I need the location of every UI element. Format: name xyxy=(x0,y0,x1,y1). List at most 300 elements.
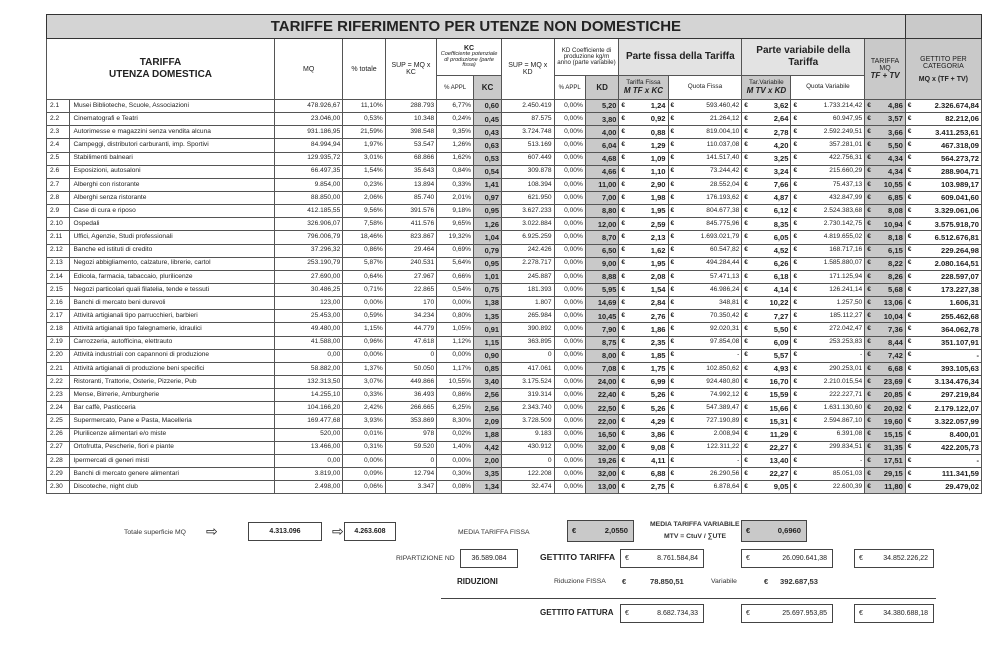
euro-sign: € xyxy=(865,467,876,480)
euro-sign: € xyxy=(865,100,876,113)
row-code: 2.17 xyxy=(47,310,70,323)
row-mq: 13.466,00 xyxy=(275,441,343,454)
row-quota-fissa: 2.008,94 xyxy=(679,428,742,441)
euro-sign: € xyxy=(619,362,630,375)
row-description: Negozi particolari quali filatelia, tende e tessuti xyxy=(70,283,275,296)
media-var-label: MEDIA TARIFFA VARIABILE xyxy=(650,521,740,528)
row-pct-appl: 19,32% xyxy=(437,231,474,244)
row-gettito-categoria: 228.597,07 xyxy=(916,270,981,283)
row-pct-appl: 0,00% xyxy=(437,454,474,467)
kc-subtitle: Coefficiente potenziale di produzione (parte fissa) xyxy=(440,51,498,69)
row-kc: 0,95 xyxy=(474,257,502,270)
row-quota-variabile: 432.847,99 xyxy=(802,191,865,204)
table-row xyxy=(47,454,982,467)
row-mq: 88.850,00 xyxy=(275,191,343,204)
row-tariffa-mq: 20,85 xyxy=(876,389,905,402)
sup-kc-header: SUP = MQ x KC xyxy=(385,39,436,100)
riduzione-variabile-euro: € xyxy=(764,577,769,586)
row-quota-fissa: 176.193,62 xyxy=(679,191,742,204)
arrow-icon: ⇨ xyxy=(332,523,344,539)
row-pct-appl-kd: 0,00% xyxy=(554,336,585,349)
row-tariffa-variabile: 7,66 xyxy=(753,178,791,191)
tariffa-label: TARIFFA xyxy=(139,56,182,68)
euro-sign: € xyxy=(668,323,679,336)
row-mq: 23.046,00 xyxy=(275,113,343,126)
row-quota-fissa: 845.775,96 xyxy=(679,218,742,231)
row-quota-variabile: 2.594.867,10 xyxy=(802,415,865,428)
euro-sign: € xyxy=(746,555,750,562)
row-tariffa-mq: 10,04 xyxy=(876,310,905,323)
row-kd: 14,69 xyxy=(585,297,619,310)
gettito-totale-box xyxy=(854,549,934,568)
euro-sign: € xyxy=(865,270,876,283)
row-quota-fissa: 21.264,12 xyxy=(679,113,742,126)
row-pct-totale: 1,37% xyxy=(343,362,385,375)
row-quota-variabile: 85.051,03 xyxy=(802,467,865,480)
kc-col-header: KC xyxy=(474,76,502,100)
row-tariffa-variabile: 6,12 xyxy=(753,205,791,218)
row-pct-appl: 1,40% xyxy=(437,441,474,454)
row-description: Ipermercati di generi misti xyxy=(70,454,275,467)
row-tariffa-fissa: 2,84 xyxy=(630,297,668,310)
arrow-icon: ⇨ xyxy=(206,523,218,539)
row-pct-totale: 0,06% xyxy=(343,481,385,494)
row-kd: 11,00 xyxy=(585,178,619,191)
euro-sign: € xyxy=(742,349,753,362)
table-row xyxy=(47,415,982,428)
row-pct-appl: 0,33% xyxy=(437,178,474,191)
table-row xyxy=(47,349,982,362)
euro-sign: € xyxy=(742,375,753,388)
tariff-rows xyxy=(47,100,982,494)
totale-sup-box: 4.263.608 xyxy=(344,522,396,541)
table-row xyxy=(47,139,982,152)
row-tariffa-mq: 19,60 xyxy=(876,415,905,428)
row-kd: 8,75 xyxy=(585,336,619,349)
row-description: Campeggi, distributori carburanti, imp. Sportivi xyxy=(70,139,275,152)
row-code: 2.5 xyxy=(47,152,70,165)
row-pct-appl-kd: 0,00% xyxy=(554,415,585,428)
row-quota-variabile: 299.834,51 xyxy=(802,441,865,454)
euro-sign: € xyxy=(742,389,753,402)
euro-sign: € xyxy=(742,283,753,296)
euro-sign: € xyxy=(668,165,679,178)
row-pct-appl: 2,01% xyxy=(437,191,474,204)
mtf-label: M TF x KC xyxy=(623,85,663,95)
row-pct-totale: 0,31% xyxy=(343,441,385,454)
row-tariffa-fissa: 1,24 xyxy=(630,100,668,113)
ripartizione-label: RIPARTIZIONE ND xyxy=(396,555,455,562)
tar-variabile-label: Tar.Variabile xyxy=(749,79,784,87)
euro-sign: € xyxy=(742,415,753,428)
row-pct-totale: 1,97% xyxy=(343,139,385,152)
euro-sign: € xyxy=(905,218,916,231)
row-tariffa-fissa: 1,09 xyxy=(630,152,668,165)
euro-sign: € xyxy=(865,165,876,178)
row-quota-fissa: 102.850,62 xyxy=(679,362,742,375)
row-pct-totale: 2,06% xyxy=(343,191,385,204)
gettito-totale-value: 34.852.226,22 xyxy=(883,555,928,562)
euro-sign: € xyxy=(905,441,916,454)
row-pct-appl-kd: 0,00% xyxy=(554,297,585,310)
euro-sign: € xyxy=(668,270,679,283)
row-gettito-categoria: 3.411.253,61 xyxy=(916,126,981,139)
row-tariffa-fissa: 5,26 xyxy=(630,402,668,415)
row-sup-kc: 823.867 xyxy=(385,231,436,244)
row-quota-fissa: 348,81 xyxy=(679,297,742,310)
row-kd: 6,50 xyxy=(585,244,619,257)
row-code: 2.11 xyxy=(47,231,70,244)
fattura-variabile-box xyxy=(741,604,833,623)
row-gettito-categoria: 1.606,31 xyxy=(916,297,981,310)
euro-sign: € xyxy=(668,336,679,349)
euro-sign: € xyxy=(905,349,916,362)
row-description: Ospedali xyxy=(70,218,275,231)
euro-sign: € xyxy=(668,231,679,244)
tariffa-fissa-label: Tariffa Fissa xyxy=(626,79,661,87)
fattura-variabile-value: 25.697.953,85 xyxy=(782,610,827,617)
euro-sign: € xyxy=(865,375,876,388)
euro-sign: € xyxy=(791,467,802,480)
row-sup-kc: 22.865 xyxy=(385,283,436,296)
row-pct-appl-kd: 0,00% xyxy=(554,428,585,441)
euro-sign: € xyxy=(668,402,679,415)
euro-sign: € xyxy=(619,428,630,441)
euro-sign: € xyxy=(865,113,876,126)
row-pct-appl: 9,18% xyxy=(437,205,474,218)
row-sup-kd: 242.426 xyxy=(501,244,554,257)
row-kd: 9,00 xyxy=(585,257,619,270)
row-pct-totale: 9,56% xyxy=(343,205,385,218)
row-kd: 7,00 xyxy=(585,191,619,204)
row-mq: 931.186,95 xyxy=(275,126,343,139)
row-quota-variabile: 2.210.015,54 xyxy=(802,375,865,388)
row-quota-fissa: 57.471,13 xyxy=(679,270,742,283)
euro-sign: € xyxy=(865,218,876,231)
euro-sign: € xyxy=(905,113,916,126)
row-sup-kd: 1.807 xyxy=(501,297,554,310)
row-code: 2.9 xyxy=(47,205,70,218)
table-row xyxy=(47,362,982,375)
row-kd: 7,90 xyxy=(585,323,619,336)
row-sup-kc: 44.779 xyxy=(385,323,436,336)
row-pct-appl: 0,00% xyxy=(437,297,474,310)
mq-header: MQ xyxy=(275,39,343,100)
row-pct-appl-kd: 0,00% xyxy=(554,178,585,191)
row-sup-kd: 430.912 xyxy=(501,441,554,454)
row-kc: 0,45 xyxy=(474,113,502,126)
euro-sign: € xyxy=(619,336,630,349)
euro-sign: € xyxy=(905,231,916,244)
row-sup-kd: 390.892 xyxy=(501,323,554,336)
row-quota-fissa: 1.693.021,79 xyxy=(679,231,742,244)
euro-sign: € xyxy=(619,126,630,139)
euro-sign: € xyxy=(791,152,802,165)
euro-sign: € xyxy=(905,126,916,139)
row-pct-appl-kd: 0,00% xyxy=(554,100,585,113)
euro-sign: € xyxy=(865,139,876,152)
euro-sign: € xyxy=(791,270,802,283)
kd-col-header: KD xyxy=(585,76,619,100)
row-pct-appl-kd: 0,00% xyxy=(554,402,585,415)
row-pct-appl: 6,25% xyxy=(437,402,474,415)
row-gettito-categoria: 297.219,84 xyxy=(916,389,981,402)
row-sup-kd: 265.984 xyxy=(501,310,554,323)
row-pct-totale: 0,59% xyxy=(343,310,385,323)
row-sup-kd: 607.449 xyxy=(501,152,554,165)
row-pct-totale: 0,33% xyxy=(343,389,385,402)
row-description: Case di cura e riposo xyxy=(70,205,275,218)
euro-sign: € xyxy=(905,152,916,165)
row-gettito-categoria: 173.227,38 xyxy=(916,283,981,296)
row-tariffa-fissa: 1,98 xyxy=(630,191,668,204)
row-pct-appl-kd: 0,00% xyxy=(554,270,585,283)
row-kc: 1,01 xyxy=(474,270,502,283)
fattura-fissa-box xyxy=(620,604,704,623)
row-quota-fissa: 97.854,08 xyxy=(679,336,742,349)
euro-sign: € xyxy=(619,270,630,283)
row-tariffa-fissa: 1,95 xyxy=(630,205,668,218)
ripartizione-box: 36.589.084 xyxy=(460,549,518,568)
row-quota-fissa: 924.480,80 xyxy=(679,375,742,388)
row-code: 2.16 xyxy=(47,297,70,310)
row-quota-variabile: 422.756,31 xyxy=(802,152,865,165)
row-pct-appl-kd: 0,00% xyxy=(554,454,585,467)
euro-sign: € xyxy=(791,336,802,349)
tar-variabile-header xyxy=(742,76,791,100)
row-tariffa-fissa: 2,76 xyxy=(630,310,668,323)
row-sup-kc: 240.531 xyxy=(385,257,436,270)
euro-sign: € xyxy=(668,113,679,126)
row-pct-totale: 3,01% xyxy=(343,152,385,165)
row-tariffa-mq: 8,18 xyxy=(876,231,905,244)
row-sup-kc: 59.520 xyxy=(385,441,436,454)
row-code: 2.15 xyxy=(47,283,70,296)
row-sup-kd: 122.208 xyxy=(501,467,554,480)
row-description: Banchi di mercato genere alimentari xyxy=(70,467,275,480)
row-description: Stabilimenti balneari xyxy=(70,152,275,165)
euro-sign: € xyxy=(791,323,802,336)
row-pct-appl-kd: 0,00% xyxy=(554,218,585,231)
row-pct-appl: 6,77% xyxy=(437,100,474,113)
row-description: Bar caffè, Pasticceria xyxy=(70,402,275,415)
row-gettito-categoria: 2.179.122,07 xyxy=(916,402,981,415)
row-kc: 0,79 xyxy=(474,244,502,257)
gettito-fissa-box xyxy=(620,549,704,568)
row-code: 2.2 xyxy=(47,113,70,126)
euro-sign: € xyxy=(742,336,753,349)
row-tariffa-fissa: 1,85 xyxy=(630,349,668,362)
row-tariffa-variabile: 6,26 xyxy=(753,257,791,270)
row-description: Esposizioni, autosaloni xyxy=(70,165,275,178)
tariff-table xyxy=(46,14,982,494)
row-quota-variabile: 185.112,27 xyxy=(802,310,865,323)
row-tariffa-mq: 5,68 xyxy=(876,283,905,296)
row-kd: 8,70 xyxy=(585,231,619,244)
euro-sign: € xyxy=(619,205,630,218)
row-quota-variabile: 1.631.130,60 xyxy=(802,402,865,415)
row-tariffa-mq: 3,57 xyxy=(876,113,905,126)
row-sup-kd: 2.450.419 xyxy=(501,100,554,113)
table-row xyxy=(47,218,982,231)
row-code: 2.18 xyxy=(47,323,70,336)
row-sup-kd: 0 xyxy=(501,349,554,362)
table-row xyxy=(47,283,982,296)
row-gettito-categoria: 103.989,17 xyxy=(916,178,981,191)
row-quota-variabile: 2.592.249,51 xyxy=(802,126,865,139)
euro-sign: € xyxy=(905,389,916,402)
row-pct-appl: 0,84% xyxy=(437,165,474,178)
row-mq: 14.255,10 xyxy=(275,389,343,402)
row-kc: 2,56 xyxy=(474,389,502,402)
row-sup-kc: 35.643 xyxy=(385,165,436,178)
row-kd: 5,20 xyxy=(585,100,619,113)
row-pct-appl-kd: 0,00% xyxy=(554,323,585,336)
row-tariffa-mq: 8,08 xyxy=(876,205,905,218)
euro-sign: € xyxy=(668,139,679,152)
row-tariffa-mq: 6,68 xyxy=(876,362,905,375)
gettito-fattura-label: GETTITO FATTURA xyxy=(540,608,614,617)
row-sup-kd: 3.627.233 xyxy=(501,205,554,218)
row-tariffa-mq: 20,92 xyxy=(876,402,905,415)
row-code: 2.23 xyxy=(47,389,70,402)
row-mq: 520,00 xyxy=(275,428,343,441)
euro-sign: € xyxy=(859,555,863,562)
row-code: 2.10 xyxy=(47,218,70,231)
row-tariffa-variabile: 4,52 xyxy=(753,244,791,257)
row-pct-appl-kd: 0,00% xyxy=(554,310,585,323)
row-pct-appl: 1,17% xyxy=(437,362,474,375)
row-mq: 66.497,35 xyxy=(275,165,343,178)
euro-sign: € xyxy=(865,402,876,415)
row-gettito-categoria: 3.134.476,34 xyxy=(916,375,981,388)
row-quota-variabile: 2.524.383,68 xyxy=(802,205,865,218)
table-row xyxy=(47,126,982,139)
euro-sign: € xyxy=(905,205,916,218)
euro-sign: € xyxy=(865,152,876,165)
row-tariffa-mq: 6,15 xyxy=(876,244,905,257)
row-sup-kc: 0 xyxy=(385,454,436,467)
row-tariffa-mq: 8,26 xyxy=(876,270,905,283)
row-pct-totale: 18,46% xyxy=(343,231,385,244)
euro-sign: € xyxy=(791,165,802,178)
tf-tv-label: TF + TV xyxy=(870,71,900,80)
row-tariffa-mq: 10,55 xyxy=(876,178,905,191)
euro-sign: € xyxy=(668,481,679,494)
row-description: Uffici, Agenzie, Studi professionali xyxy=(70,231,275,244)
row-quota-fissa: 141.517,40 xyxy=(679,152,742,165)
euro-sign: € xyxy=(859,610,863,617)
row-kd: 4,68 xyxy=(585,152,619,165)
euro-sign: € xyxy=(865,349,876,362)
row-pct-appl-kd: 0,00% xyxy=(554,441,585,454)
row-tariffa-fissa: 2,75 xyxy=(630,481,668,494)
row-gettito-categoria: 2.080.164,51 xyxy=(916,257,981,270)
row-quota-fissa: 70.350,42 xyxy=(679,310,742,323)
euro-sign: € xyxy=(742,441,753,454)
row-tariffa-variabile: 22,27 xyxy=(753,467,791,480)
row-tariffa-fissa: 2,59 xyxy=(630,218,668,231)
row-pct-totale: 0,86% xyxy=(343,244,385,257)
row-gettito-categoria: 393.105,63 xyxy=(916,362,981,375)
euro-sign: € xyxy=(619,467,630,480)
row-gettito-categoria: 229.264,98 xyxy=(916,244,981,257)
row-tariffa-mq: 5,50 xyxy=(876,139,905,152)
row-kd: 8,80 xyxy=(585,205,619,218)
euro-sign: € xyxy=(791,231,802,244)
row-quota-fissa: 122.311,22 xyxy=(679,441,742,454)
row-tariffa-variabile: 22,27 xyxy=(753,441,791,454)
row-quota-variabile: 168.717,16 xyxy=(802,244,865,257)
row-kc: 0,91 xyxy=(474,323,502,336)
euro-sign: € xyxy=(742,454,753,467)
row-tariffa-variabile: 4,14 xyxy=(753,283,791,296)
row-quota-variabile: 272.042,47 xyxy=(802,323,865,336)
fattura-totale-box xyxy=(854,604,934,623)
kc-title: KC xyxy=(464,45,475,53)
row-mq: 58.882,00 xyxy=(275,362,343,375)
euro-sign: € xyxy=(742,218,753,231)
row-pct-appl-kd: 0,00% xyxy=(554,244,585,257)
table-row xyxy=(47,152,982,165)
row-gettito-categoria: 8.400,01 xyxy=(916,428,981,441)
row-tariffa-mq: 11,80 xyxy=(876,481,905,494)
summary-section xyxy=(46,516,982,641)
row-tariffa-fissa: 1,75 xyxy=(630,362,668,375)
row-description: Carrozzeria, autofficina, elettrauto xyxy=(70,336,275,349)
table-row xyxy=(47,231,982,244)
row-sup-kd: 309.878 xyxy=(501,165,554,178)
euro-sign: € xyxy=(746,526,751,535)
euro-sign: € xyxy=(619,244,630,257)
row-tariffa-mq: 29,15 xyxy=(876,467,905,480)
table-row xyxy=(47,428,982,441)
row-description: Negozi abbigliamento, calzature, librerie, cartol xyxy=(70,257,275,270)
row-pct-appl: 8,30% xyxy=(437,415,474,428)
row-code: 2.8 xyxy=(47,191,70,204)
row-mq: 796.006,79 xyxy=(275,231,343,244)
row-mq: 326.906,07 xyxy=(275,218,343,231)
row-tariffa-variabile: 15,31 xyxy=(753,415,791,428)
euro-sign: € xyxy=(742,113,753,126)
row-description: Alberghi senza ristorante xyxy=(70,191,275,204)
row-mq: 9.854,00 xyxy=(275,178,343,191)
row-gettito-categoria: - xyxy=(916,349,981,362)
euro-sign: € xyxy=(865,126,876,139)
row-sup-kc: 391.576 xyxy=(385,205,436,218)
row-description: Attività artigianali di produzione beni specifici xyxy=(70,362,275,375)
row-sup-kc: 3.347 xyxy=(385,481,436,494)
row-mq: 49.480,00 xyxy=(275,323,343,336)
euro-sign: € xyxy=(619,178,630,191)
row-code: 2.4 xyxy=(47,139,70,152)
euro-sign: € xyxy=(905,402,916,415)
row-sup-kd: 9.183 xyxy=(501,428,554,441)
row-sup-kd: 0 xyxy=(501,454,554,467)
table-row xyxy=(47,205,982,218)
pct-header: % totale xyxy=(343,39,385,100)
row-sup-kc: 13.894 xyxy=(385,178,436,191)
row-pct-appl-kd: 0,00% xyxy=(554,362,585,375)
row-tariffa-variabile: 5,57 xyxy=(753,349,791,362)
euro-sign: € xyxy=(791,244,802,257)
row-quota-fissa: 110.037,08 xyxy=(679,139,742,152)
row-quota-variabile: 1.585.880,07 xyxy=(802,257,865,270)
row-description: Banchi di mercato beni durevoli xyxy=(70,297,275,310)
row-kc: 0,63 xyxy=(474,139,502,152)
row-quota-fissa: 92.020,31 xyxy=(679,323,742,336)
euro-sign: € xyxy=(865,389,876,402)
